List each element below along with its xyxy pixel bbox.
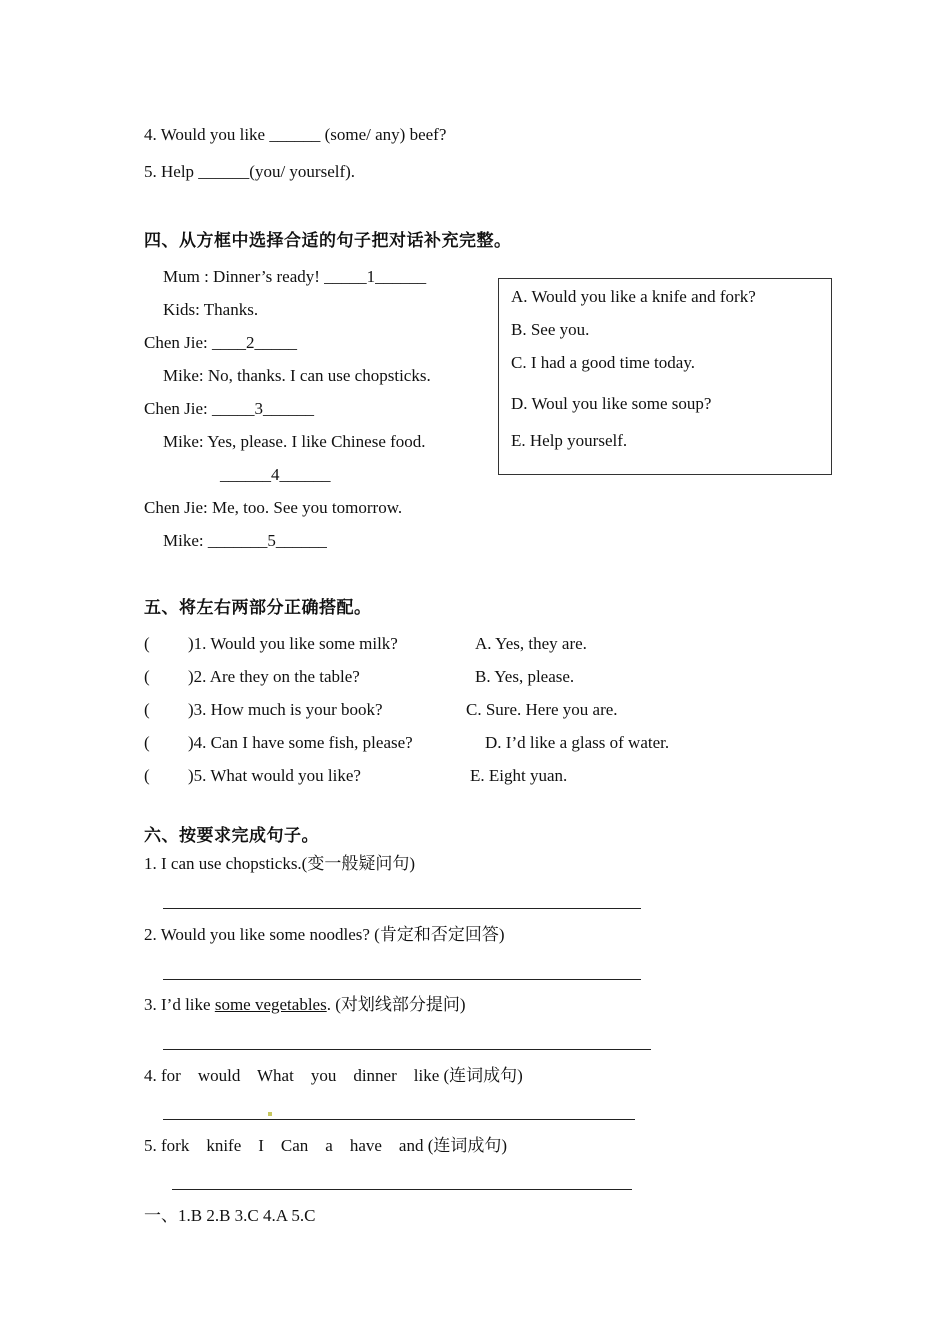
match-question: )2. Are they on the table? [188,667,360,686]
match-answer: B. Yes, please. [475,667,575,686]
match-paren: ( [144,766,150,785]
dialogue-line: Mike: Yes, please. I like Chinese food. [163,432,426,451]
option-e: E. Help yourself. [511,431,628,450]
rewrite-question-2: 2. Would you like some noodles? (肯定和否定回答) [144,925,505,944]
match-paren: ( [144,634,150,653]
dialogue-line: Chen Jie: Me, too. See you tomorrow. [144,498,403,517]
rewrite-question-1: 1. I can use chopsticks.(变一般疑问句) [144,854,416,873]
option-d: D. Woul you like some soup? [511,394,712,413]
answer-line [163,1119,635,1120]
answer-line [163,979,641,980]
option-b: B. See you. [511,320,590,339]
match-paren: ( [144,700,150,719]
match-question: )5. What would you like? [188,766,361,785]
exercise-item-4: 4. Would you like ______ (some/ any) beef? [144,125,447,144]
option-a: A. Would you like a knife and fork? [511,287,756,306]
dialogue-line: Chen Jie: ____2_____ [144,333,297,352]
question-3-suffix: . (对划线部分提问) [326,995,466,1014]
dialogue-line: Kids: Thanks. [163,300,259,319]
match-paren: ( [144,733,150,752]
section-six-heading: 六、按要求完成句子。 [144,826,319,846]
match-question: )1. Would you like some milk? [188,634,398,653]
section-four-heading: 四、从方框中选择合适的句子把对话补充完整。 [144,231,512,251]
question-3-underlined: some vegetables [214,995,327,1014]
answer-line [163,908,641,909]
match-question: )4. Can I have some fish, please? [188,733,413,752]
dialogue-line: Mike: _______5______ [163,531,327,550]
match-answer: A. Yes, they are. [475,634,587,653]
exercise-item-5: 5. Help ______(you/ yourself). [144,162,356,181]
section-five-heading: 五、将左右两部分正确搭配。 [144,598,372,618]
option-c: C. I had a good time today. [511,353,695,372]
match-answer: E. Eight yuan. [470,766,568,785]
match-answer: D. I’d like a glass of water. [485,733,670,752]
rewrite-question-5: 5. fork knife I Can a have and (连词成句) [144,1136,508,1155]
answer-line [172,1189,632,1190]
question-3-prefix: 3. I’d like [144,995,215,1014]
answer-line [163,1049,651,1050]
rewrite-question-3 [144,995,466,1015]
answer-key: 一、1.B 2.B 3.C 4.A 5.C [144,1206,316,1225]
stray-mark [268,1112,272,1116]
dialogue-line: ______4______ [220,465,331,484]
dialogue-line: Chen Jie: _____3______ [144,399,314,418]
match-question: )3. How much is your book? [188,700,383,719]
match-paren: ( [144,667,150,686]
dialogue-line: Mike: No, thanks. I can use chopsticks. [163,366,431,385]
match-answer: C. Sure. Here you are. [466,700,618,719]
dialogue-line: Mum : Dinner’s ready! _____1______ [163,267,427,286]
rewrite-question-4: 4. for would What you dinner like (连词成句) [144,1066,523,1085]
